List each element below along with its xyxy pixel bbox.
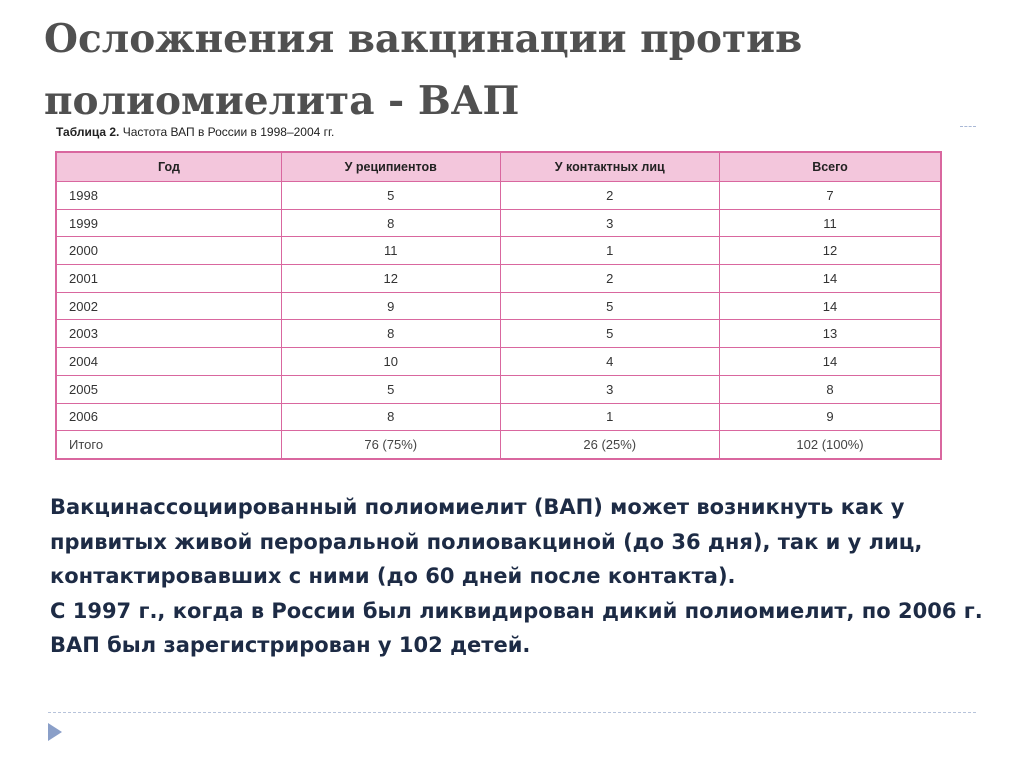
table-row: [56, 375, 941, 403]
table-caption-text: Частота ВАП в России в 1998–2004 гг.: [122, 125, 335, 139]
vap-frequency-table: [55, 151, 942, 460]
year-cell: 2003: [56, 320, 281, 348]
year-cell: 2005: [56, 375, 281, 403]
table-row: [56, 209, 941, 237]
recipients-cell: 8: [281, 403, 500, 431]
year-cell: 2000: [56, 237, 281, 265]
total-cell: 7: [720, 182, 941, 210]
year-cell: 1998: [56, 182, 281, 210]
contacts-cell: 2: [500, 265, 720, 293]
total-contacts-cell: 26 (25%): [500, 431, 720, 459]
recipients-cell: 8: [281, 209, 500, 237]
contacts-cell: 3: [500, 209, 720, 237]
table-caption: [56, 125, 334, 139]
total-cell: 14: [720, 292, 941, 320]
recipients-cell: 8: [281, 320, 500, 348]
slide-title-line2: полиомиелита - ВАП: [44, 78, 520, 124]
total-recipients-cell: 76 (75%): [281, 431, 500, 459]
corner-dashes: [960, 126, 976, 127]
year-cell: 2004: [56, 348, 281, 376]
year-cell: 2001: [56, 265, 281, 293]
total-cell: 14: [720, 348, 941, 376]
total-label-cell: Итого: [56, 431, 281, 459]
total-cell: 11: [720, 209, 941, 237]
contacts-cell: 4: [500, 348, 720, 376]
table-row: [56, 265, 941, 293]
contacts-cell: 1: [500, 237, 720, 265]
recipients-cell: 5: [281, 182, 500, 210]
table-row: [56, 348, 941, 376]
contacts-cell: 1: [500, 403, 720, 431]
recipients-cell: 11: [281, 237, 500, 265]
table-total-row: [56, 431, 941, 459]
total-cell: 12: [720, 237, 941, 265]
year-cell: 2006: [56, 403, 281, 431]
slide-title: [44, 8, 984, 132]
table-row: [56, 320, 941, 348]
total-cell: 14: [720, 265, 941, 293]
arrow-icon: [48, 723, 62, 741]
total-cell: 8: [720, 375, 941, 403]
column-header-total: Всего: [720, 152, 941, 182]
contacts-cell: 5: [500, 292, 720, 320]
table-caption-label: Таблица 2.: [56, 125, 120, 139]
contacts-cell: 2: [500, 182, 720, 210]
footer-divider: [48, 712, 976, 713]
recipients-cell: 10: [281, 348, 500, 376]
column-header-recipients: У реципиентов: [281, 152, 500, 182]
table-header-row: [56, 152, 941, 182]
recipients-cell: 12: [281, 265, 500, 293]
recipients-cell: 5: [281, 375, 500, 403]
year-cell: 2002: [56, 292, 281, 320]
table-row: [56, 403, 941, 431]
column-header-contacts: У контактных лиц: [500, 152, 720, 182]
slide-title-line1: Осложнения вакцинации против: [44, 16, 803, 62]
table-row: [56, 292, 941, 320]
body-paragraph-1: Вакцинассоциированный полиомиелит (ВАП) может возникнуть как у привитых живой пероральной полиовакциной (до 36 дня), так и у лиц, контактировавших с ними (до 60 дней после контакта).: [50, 495, 923, 588]
recipients-cell: 9: [281, 292, 500, 320]
year-cell: 1999: [56, 209, 281, 237]
total-cell: 13: [720, 320, 941, 348]
contacts-cell: 5: [500, 320, 720, 348]
column-header-year: Год: [56, 152, 281, 182]
contacts-cell: 3: [500, 375, 720, 403]
table-row: [56, 237, 941, 265]
total-cell: 9: [720, 403, 941, 431]
body-paragraph-2: С 1997 г., когда в России был ликвидирован дикий полиомиелит, по 2006 г. ВАП был зарегистрирован у 102 детей.: [50, 598, 983, 657]
body-text: [50, 490, 1010, 663]
table-row: [56, 182, 941, 210]
grand-total-cell: 102 (100%): [720, 431, 941, 459]
